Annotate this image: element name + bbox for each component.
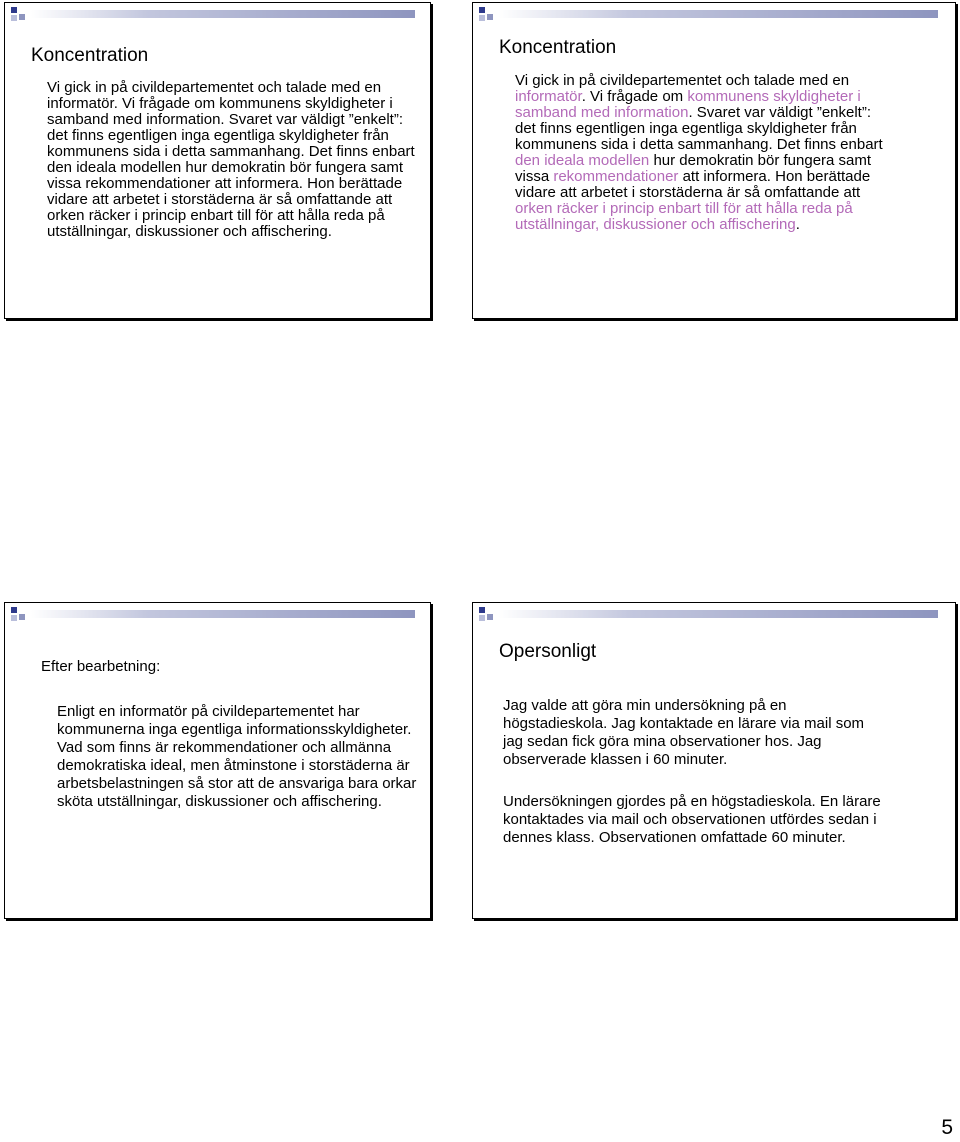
slide-body: Enligt en informatör på civildepartementet har kommunerna inga egentliga informationsskyldigheter. Vad som finns är rekommendationer och allmänna demokratiska ideal, men åtminstone i storstäderna är arbetsbelastningen så stor att de ansvariga bara orkar sköta utställningar, diskussioner och affischering. [57,703,417,810]
slide-decoration [7,5,415,25]
slide-decoration [475,5,938,25]
slide-2 [472,2,956,319]
text-segment: att informera. Hon berättade vidare att arbetet i storstäderna är så omfattande att [515,168,871,201]
paragraph: Jag valde att göra min undersökning på en högstadieskola. Jag kontaktade en lärare via mail som jag sedan fick göra mina observationer hos. Jag observerade klassen i 60 minuter. [503,697,865,768]
slide-title: Opersonligt [499,641,597,662]
highlighted-segment: den ideala modellen [515,152,650,169]
text-segment: . [795,216,800,233]
slide-body: Vi gick in på civildepartementet och talade med en informatör. Vi frågade om kommunens skyldigheter i samband med information. Svaret var väldigt ”enkelt”: det finns egentligen inga egentliga skyldigheter från kommunens sida i detta sammanhang. Det finns enbart den ideala modellen hur demokratin bör fungera samt vissa rekommendationer att informera. Hon berättade vidare att arbetet i storstäderna är så omfattande att orken räcker i princip enbart till för att hålla reda på utställningar, diskussioner och affischering. [47,79,415,240]
highlighted-segment: orken räcker i princip enbart till för att hålla reda på utställningar, diskussioner och affischering [515,200,853,233]
text-segment: hur demokratin bör fungera samt vissa [515,152,872,185]
slide-body [503,697,885,847]
slide-decoration [7,605,415,625]
highlighted-segment: informatör [515,88,582,105]
text-segment: . Svaret var väldigt ”enkelt”: det finns egentligen inga egentliga skyldigheter från kommunens sida i detta sammanhang. Det finns enbart [515,104,883,153]
slide-title: Koncentration [499,37,617,58]
slide-title: Koncentration [31,45,149,66]
text-segment: Vi gick in på civildepartementet och talade med en [515,72,850,89]
slide-1 [4,2,431,319]
slide-title: Efter bearbetning: [41,658,161,675]
page-number: 5 [941,1116,953,1139]
slide-body-highlighted [515,73,887,233]
text-segment: . Vi frågade om [581,88,688,105]
slide-3 [4,602,431,919]
slide-4 [472,602,956,919]
paragraph: Undersökningen gjordes på en högstadieskola. En lärare kontaktades via mail och observationen utfördes sedan i dennes klass. Observationen omfattade 60 minuter. [503,793,881,846]
slide-decoration [475,605,938,625]
highlighted-segment: rekommendationer [553,168,679,185]
highlighted-segment: kommunens skyldigheter i samband med information [515,88,861,121]
